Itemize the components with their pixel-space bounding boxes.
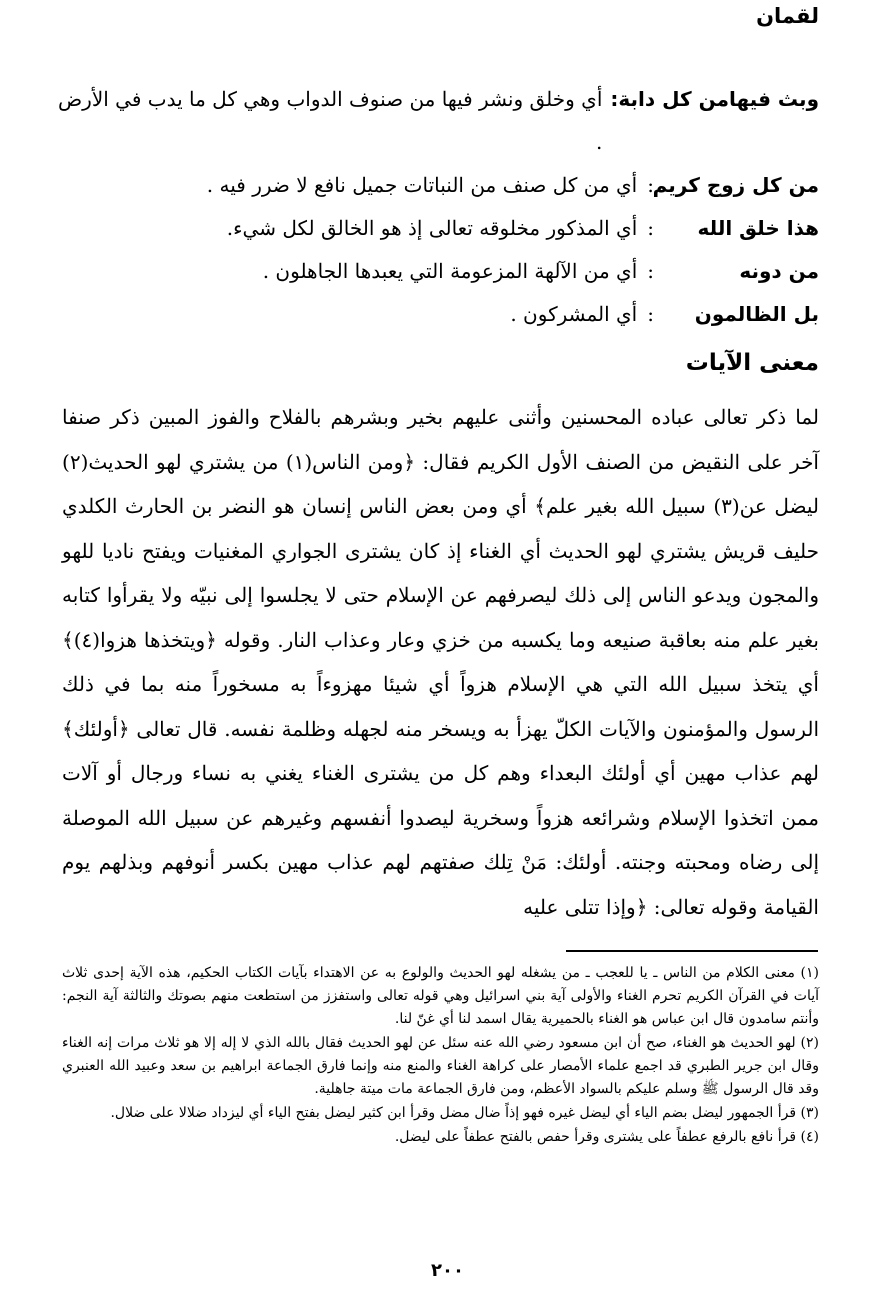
glossary-definition: أي من الآلهة المزعومة التي يعبدها الجاهلون . bbox=[262, 259, 638, 283]
footnote: (٣) قرأ الجمهور ليضل بضم الياء أي ليضل غيره فهو إذاً ضال مضل وقرأ ابن كثير ليضل بفتح الياء أي ليزداد ضلالا على ضلال. bbox=[110, 1105, 819, 1121]
glossary-term: بل الظالمون bbox=[694, 302, 819, 326]
glossary-definition: أي من كل صنف من النباتات جميل نافع لا ضرر فيه . bbox=[206, 173, 638, 197]
section-heading: معنى الآيات bbox=[685, 350, 819, 376]
footnote: (٤) قرأ نافع بالرفع عطفاً على يشترى وقرأ حفص بالفتح عطفاً على ليضل. bbox=[394, 1129, 819, 1145]
glossary-term: هذا خلق الله bbox=[697, 216, 819, 240]
vocabulary-glossary bbox=[58, 78, 819, 336]
glossary-definition: أي وخلق ونشر فيها من صنوف الدواب وهي كل ما يدب في الأرض . bbox=[58, 87, 603, 154]
footnote: (١) معنى الكلام من الناس ـ يا للعجب ـ من يشغله لهو الحديث والولوع به عن الاهتداء بآيات الكتاب الحكيم، هذه الآية إحدى ثلاث آيات في القرآن الكريم تحرم الغناء والأولى آية بني اسرائيل وهي قوله تعالى واستفزز من استطعت منهم بصوتك والثالثة آية النجم: وأنتم سامدون قال ابن عباس هو الغناء بالحميرية يقال اسمد لنا أي غنّ لنا. bbox=[62, 965, 819, 1027]
glossary-colon: : bbox=[647, 259, 654, 283]
glossary-entry bbox=[58, 164, 819, 207]
page-number: ٢٠٠ bbox=[431, 1260, 464, 1281]
body-paragraph: لما ذكر تعالى عباده المحسنين وأثنى عليهم بخير وبشرهم بالفلاح والفوز المبين ذكر صنفا آخر على النقيض من الصنف الأول الكريم فقال: ﴿ومن الناس(١) من يشتري لهو الحديث(٢) ليضل عن(٣) سبيل الله بغير علم﴾ أي ومن بعض الناس إنسان هو النضر بن الحارث الكلدي حليف قريش يشتري لهو الحديث أي الغناء إذ كان يشترى الجواري المغنيات ويفتح ناديا للهو والمجون ويدعو الناس إلى ذلك ليصرفهم عن الإسلام حتى لا يجلسوا إلى نبيّه ولا يقرأوا كتابه بغير علم منه بعاقبة صنيعه وما يكسبه من خزي وعار وعذاب النار. وقوله ﴿ويتخذها هزوا(٤)﴾ أي يتخذ سبيل الله التي هي الإسلام هزواً أي شيئا مهزوءاً به مسخوراً منه بما في ذلك الرسول والمؤمنون والآيات الكلّ يهزأ به ويسخر منه لجهله وظلمة نفسه. قال تعالى ﴿أولئك﴾ لهم عذاب مهين أي أولئك البعداء وهم كل من يشترى الغناء يغني به نساء ورجال أو آلات ممن اتخذوا الإسلام وشرائعه هزواً وسخرية ليصدوا أنفسهم وغيرهم عن سبيل الله الموصلة إلى رضاه ومحبته وجنته. أولئك: مَنْ تِلك صفتهم لهم عذاب مهين بكسر أنوفهم وبذلهم يوم القيامة وقوله تعالى: ﴿وإذا تتلى عليه bbox=[62, 405, 820, 919]
glossary-definition: أي المذكور مخلوقه تعالى إذ هو الخالق لكل شيء. bbox=[226, 216, 638, 240]
glossary-entry bbox=[58, 207, 819, 250]
running-title: لقمان bbox=[756, 4, 819, 28]
footnote-divider bbox=[566, 950, 818, 952]
footnote: (٢) لهو الحديث هو الغناء، صح أن ابن مسعود رضي الله عنه سئل عن لهو الحديث فقال بالله الذي لا إله إلا هو ثلاث مرات إنه الغناء وقال ابن جرير الطبري قد اجمع علماء الأمصار على كراهة الغناء والمنع منه وإنما فارق الجماعة ابراهيم بن سعد وعبيد الله العنبري وقد قال الرسول ﷺ وسلم عليكم بالسواد الأعظم، ومن فارق الجماعة مات ميتة جاهلية. bbox=[62, 1035, 819, 1097]
glossary-colon: : bbox=[647, 173, 654, 197]
glossary-colon: : bbox=[647, 216, 654, 240]
glossary-term: من دونه bbox=[739, 259, 819, 283]
footnotes bbox=[62, 962, 819, 1150]
glossary-entry bbox=[58, 293, 819, 336]
glossary-definition: أي المشركون . bbox=[510, 302, 638, 326]
glossary-colon: : bbox=[647, 302, 654, 326]
glossary-entry bbox=[58, 250, 819, 293]
glossary-entry bbox=[58, 78, 819, 164]
glossary-term: من كل زوج كريم bbox=[652, 173, 819, 197]
glossary-term: وبث فيهامن كل دابة: bbox=[610, 87, 819, 111]
